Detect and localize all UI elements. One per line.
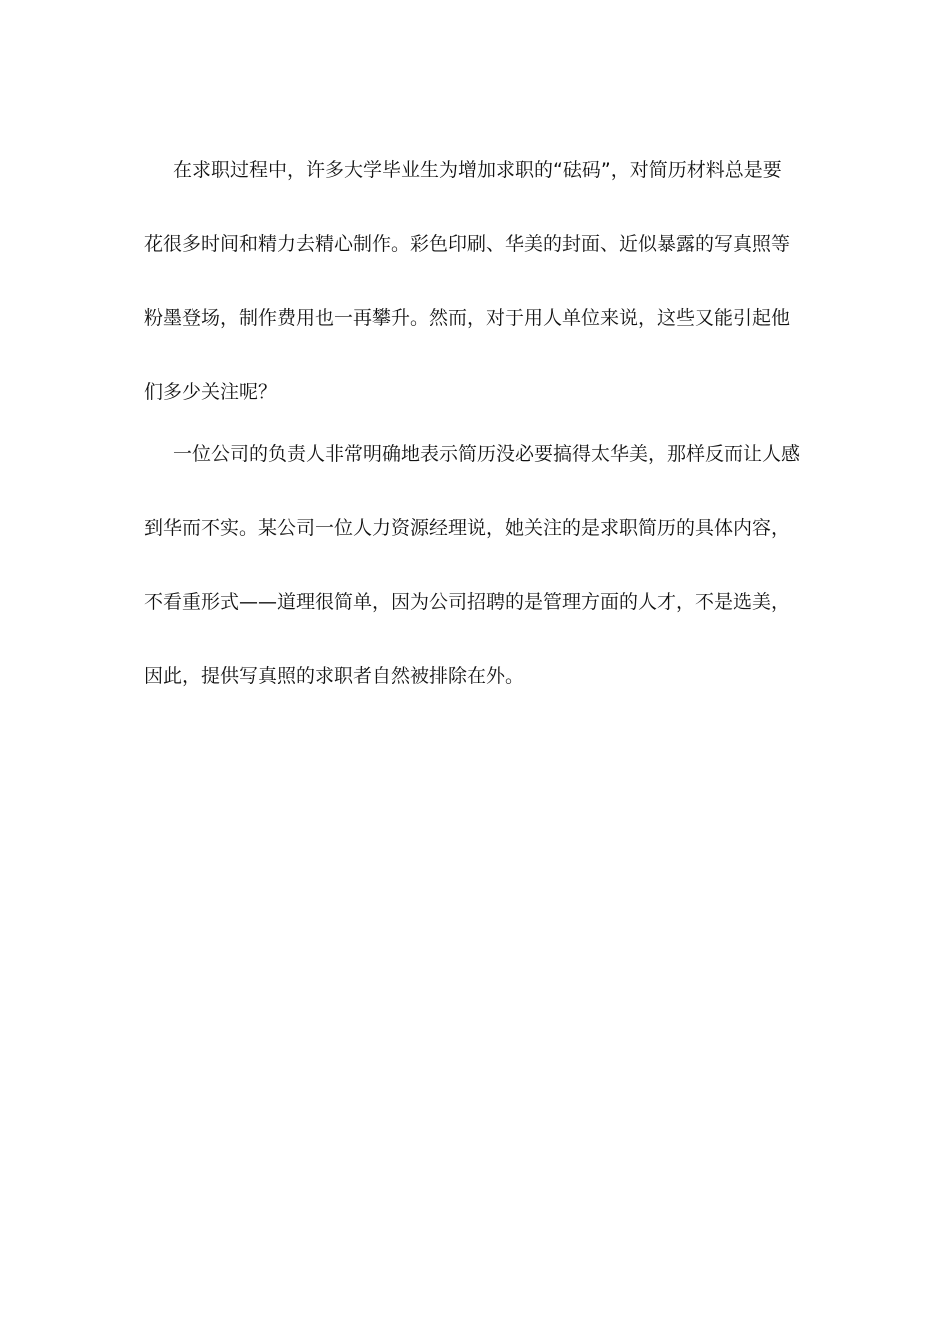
paragraph-2-line-3: 不看重形式——道理很简单，因为公司招聘的是管理方面的人才，不是选美， bbox=[144, 591, 791, 613]
paragraph-2 bbox=[144, 417, 806, 713]
paragraph-1 bbox=[144, 133, 806, 429]
document-body bbox=[144, 133, 806, 713]
paragraph-1-line-3: 粉墨登场，制作费用也一再攀升。然而，对于用人单位来说，这些又能引起他 bbox=[144, 307, 791, 329]
paragraph-1-line-2: 花很多时间和精力去精心制作。彩色印刷、华美的封面、近似暴露的写真照等 bbox=[144, 233, 791, 255]
paragraph-1-line-1: 在求职过程中，许多大学毕业生为增加求职的“砝码”，对简历材料总是要 bbox=[173, 159, 782, 181]
paragraph-2-line-4: 因此，提供写真照的求职者自然被排除在外。 bbox=[144, 665, 525, 687]
paragraph-2-line-2: 到华而不实。某公司一位人力资源经理说，她关注的是求职简历的具体内容， bbox=[144, 517, 791, 539]
paragraph-2-line-1: 一位公司的负责人非常明确地表示简历没必要搞得太华美，那样反而让人感 bbox=[173, 443, 801, 465]
paragraph-1-line-4: 们多少关注呢？ bbox=[144, 381, 278, 403]
